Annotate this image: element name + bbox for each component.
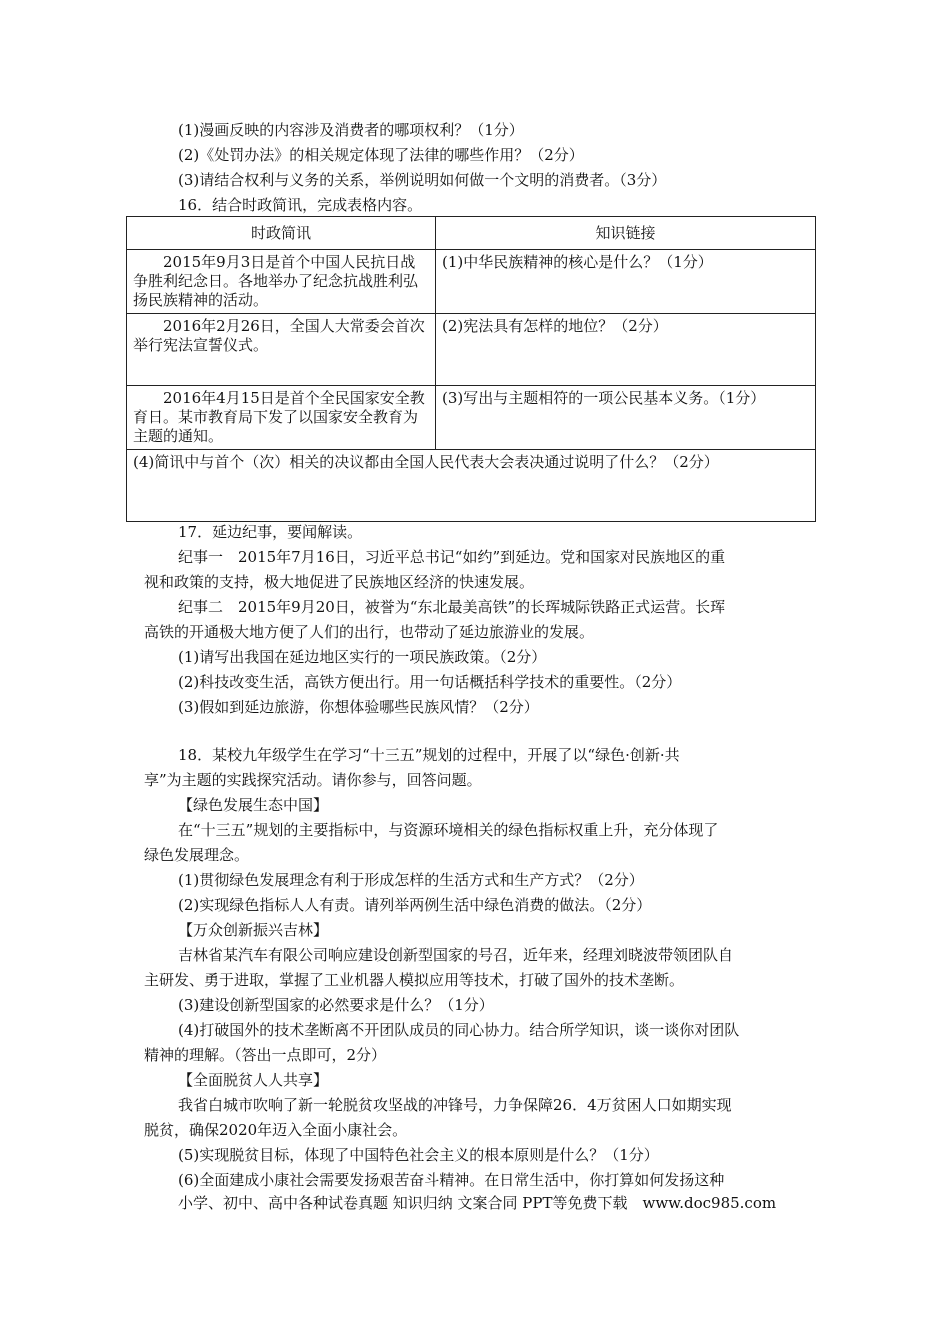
- q18-section-3: 【全面脱贫人人共享】: [178, 1071, 329, 1089]
- news-cell: 2016年2月26日，全国人大常委会首次举行宪法宣誓仪式。: [127, 314, 436, 386]
- table-row: [127, 450, 816, 522]
- q15-item-1: (1)漫画反映的内容涉及消费者的哪项权利？（1分）: [178, 121, 524, 139]
- q18-section-1-text-a: 在“十三五”规划的主要指标中，与资源环境相关的绿色指标权重上升，充分体现了: [178, 821, 719, 839]
- table-header-news: 时政简讯: [127, 217, 436, 250]
- table-row: [127, 386, 816, 450]
- q17-paragraph-1a: 纪事一 2015年7月16日，习近平总书记“如约”到延边。党和国家对民族地区的重: [178, 548, 726, 566]
- q18-section-1-text-b: 绿色发展理念。: [144, 846, 250, 864]
- footer-watermark-text: 小学、初中、高中各种试卷真题 知识归纳 文案合同 PPT等免费下载 www.doc985.com: [178, 1194, 777, 1212]
- q18-section-2: 【万众创新振兴吉林】: [178, 921, 329, 939]
- q17-title: 17．延边纪事，要闻解读。: [178, 523, 363, 541]
- q15-item-3: (3)请结合权利与义务的关系，举例说明如何做一个文明的消费者。（3分）: [178, 171, 667, 189]
- news-cell: 2015年9月3日是首个中国人民抗日战争胜利纪念日。各地举办了纪念抗战胜利弘扬民族精神的活动。: [127, 250, 436, 314]
- link-cell: (3)写出与主题相符的一项公民基本义务。（1分）: [436, 386, 816, 450]
- q15-item-2: (2)《处罚办法》的相关规定体现了法律的哪些作用？（2分）: [178, 146, 584, 164]
- q18-question-4a: (4)打破国外的技术垄断离不开团队成员的同心协力。结合所学知识，谈一谈你对团队: [178, 1021, 740, 1039]
- table-row: [127, 250, 816, 314]
- q18-question-5: (5)实现脱贫目标，体现了中国特色社会主义的根本原则是什么？（1分）: [178, 1146, 659, 1164]
- q17-paragraph-2a: 纪事二 2015年9月20日，被誉为“东北最美高铁”的长珲城际铁路正式运营。长珲: [178, 598, 726, 616]
- q18-section-3-text-b: 脱贫，确保2020年迈入全面小康社会。: [144, 1121, 408, 1139]
- q18-title-b: 享”为主题的实践探究活动。请你参与，回答问题。: [144, 771, 482, 789]
- q16-title: 16．结合时政简讯，完成表格内容。: [178, 196, 423, 214]
- link-cell: (1)中华民族精神的核心是什么？（1分）: [436, 250, 816, 314]
- link-cell: (2)宪法具有怎样的地位？（2分）: [436, 314, 816, 386]
- q18-section-3-text-a: 我省白城市吹响了新一轮脱贫攻坚战的冲锋号，力争保障26．4万贫困人口如期实现: [178, 1096, 732, 1114]
- q17-item-1: (1)请写出我国在延边地区实行的一项民族政策。（2分）: [178, 648, 547, 666]
- q18-question-6: (6)全面建成小康社会需要发扬艰苦奋斗精神。在日常生活中，你打算如何发扬这种: [178, 1171, 725, 1189]
- q18-question-3: (3)建设创新型国家的必然要求是什么？（1分）: [178, 996, 494, 1014]
- table-row: [127, 314, 816, 386]
- q18-question-4b: 精神的理解。（答出一点即可，2分）: [144, 1046, 387, 1064]
- q18-section-1: 【绿色发展生态中国】: [178, 796, 329, 814]
- q17-paragraph-2b: 高铁的开通极大地方便了人们的出行，也带动了延边旅游业的发展。: [144, 623, 595, 641]
- q18-question-1: (1)贯彻绿色发展理念有利于形成怎样的生活方式和生产方式？（2分）: [178, 871, 644, 889]
- table-header-link: 知识链接: [436, 217, 816, 250]
- news-table: [126, 216, 816, 522]
- q17-paragraph-1b: 视和政策的支持，极大地促进了民族地区经济的快速发展。: [144, 573, 535, 591]
- table-header-row: [127, 217, 816, 250]
- news-cell: 2016年4月15日是首个全民国家安全教育日。某市教育局下发了以国家安全教育为主题的通知。: [127, 386, 436, 450]
- q18-title-a: 18．某校九年级学生在学习“十三五”规划的过程中，开展了以“绿色·创新·共: [178, 746, 680, 764]
- q17-item-3: (3)假如到延边旅游，你想体验哪些民族风情？（2分）: [178, 698, 539, 716]
- q18-question-2: (2)实现绿色指标人人有责。请列举两例生活中绿色消费的做法。（2分）: [178, 896, 652, 914]
- q18-section-2-text-a: 吉林省某汽车有限公司响应建设创新型国家的号召，近年来，经理刘晓波带领团队自: [178, 946, 734, 964]
- q17-item-2: (2)科技改变生活，高铁方便出行。用一句话概括科学技术的重要性。（2分）: [178, 673, 682, 691]
- q18-section-2-text-b: 主研发、勇于进取，掌握了工业机器人模拟应用等技术，打破了国外的技术垄断。: [144, 971, 685, 989]
- footer-question-cell: (4)简讯中与首个（次）相关的决议都由全国人民代表大会表决通过说明了什么？（2分）: [127, 450, 816, 522]
